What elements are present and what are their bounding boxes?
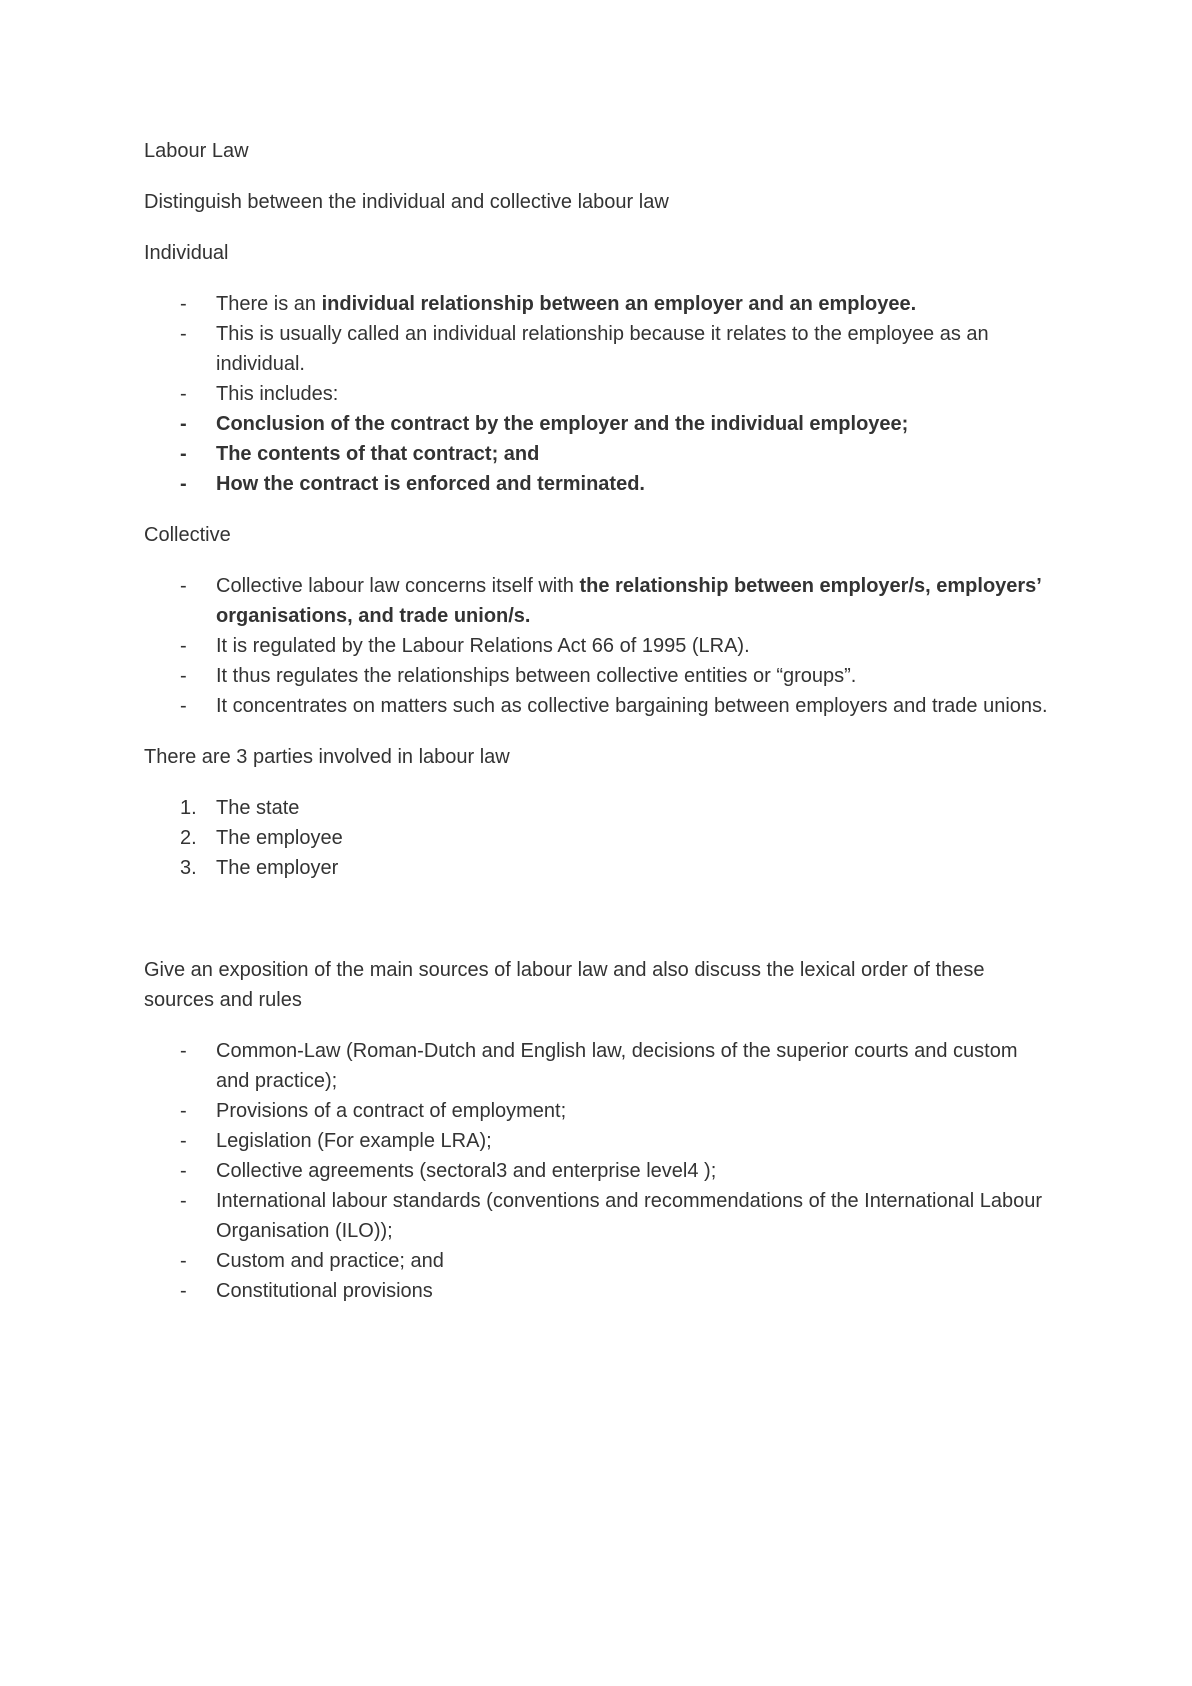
individual-heading: Individual [144,242,229,264]
list-item [144,409,1048,439]
list-item-text: Common-Law (Roman-Dutch and English law, decisions of the superior courts and custom and practice); [216,1040,1018,1092]
bullet-dash: - [180,1250,187,1272]
bullet-dash: - [180,473,187,495]
list-item [144,1096,1048,1126]
bullet-dash: - [180,635,187,657]
list-item [144,691,1048,721]
bullet-dash: - [180,1280,187,1302]
collective-heading: Collective [144,524,231,546]
list-item [144,319,1048,379]
list-item [144,289,1048,319]
bullet-dash: - [180,1100,187,1122]
intro-paragraph: Distinguish between the individual and collective labour law [144,191,669,213]
bullet-dash: - [180,443,187,465]
doc-title: Labour Law [144,140,249,162]
list-item-text: There is an [216,293,322,315]
collective-list [144,571,1048,721]
list-item-text: This is usually called an individual relationship because it relates to the employee as an individual. [216,323,989,375]
bullet-dash: - [180,695,187,717]
list-item-text-bold: individual relationship between an employer and an employee. [321,293,917,315]
list-item [144,853,1048,883]
list-item [144,631,1048,661]
list-item [144,469,1048,499]
list-item-text: The state [216,797,300,819]
bullet-dash: - [180,575,187,597]
list-item [144,379,1048,409]
list-item [144,823,1048,853]
empty-paragraph [144,904,1048,955]
list-item-text: It concentrates on matters such as collective bargaining between employers and trade unions. [216,695,1048,717]
list-item-text: Constitutional provisions [216,1280,433,1302]
bullet-dash: - [180,1040,187,1062]
list-item [144,1156,1048,1186]
bullet-dash: - [180,293,187,315]
list-number: 2. [180,827,197,849]
list-item-text: Provisions of a contract of employment; [216,1100,567,1122]
list-item [144,1186,1048,1246]
bullet-dash: - [180,1130,187,1152]
bullet-dash: - [180,323,187,345]
list-item-text: Custom and practice; and [216,1250,444,1272]
individual-list [144,289,1048,499]
bullet-dash: - [180,383,187,405]
list-item-text: It is regulated by the Labour Relations Act 66 of 1995 (LRA). [216,635,750,657]
bullet-dash: - [180,1160,187,1182]
list-item-text: Collective labour law concerns itself with [216,575,580,597]
list-item-text-bold: The contents of that contract; and [216,443,540,465]
list-item-text: Legislation (For example LRA); [216,1130,492,1152]
list-item [144,793,1048,823]
bullet-dash: - [180,1190,187,1212]
list-item-text: This includes: [216,383,339,405]
sources-list [144,1036,1048,1306]
list-item [144,1036,1048,1096]
list-item-text-bold: Conclusion of the contract by the employer and the individual employee; [216,413,909,435]
list-item-text-bold: the relationship between employer/s, employers’ organisations, and trade union/s. [216,575,1041,627]
list-item-text: Collective agreements (sectoral3 and enterprise level4 ); [216,1160,717,1182]
list-item-text: It thus regulates the relationships between collective entities or “groups”. [216,665,857,687]
list-item-text: The employee [216,827,343,849]
list-item [144,1126,1048,1156]
list-item [144,1246,1048,1276]
bullet-dash: - [180,665,187,687]
list-number: 3. [180,857,197,879]
list-item-text: The employer [216,857,339,879]
sources-intro-paragraph: Give an exposition of the main sources of labour law and also discuss the lexical order of these sources and rules [144,959,985,1011]
list-item-text-bold: How the contract is enforced and terminated. [216,473,645,495]
bullet-dash: - [180,413,187,435]
list-item [144,571,1048,631]
list-item-text: International labour standards (conventions and recommendations of the International Labour Organisation (ILO)); [216,1190,1043,1242]
list-item [144,661,1048,691]
parties-intro-paragraph: There are 3 parties involved in labour law [144,746,510,768]
list-number: 1. [180,797,197,819]
parties-list [144,793,1048,883]
list-item [144,1276,1048,1306]
list-item [144,439,1048,469]
